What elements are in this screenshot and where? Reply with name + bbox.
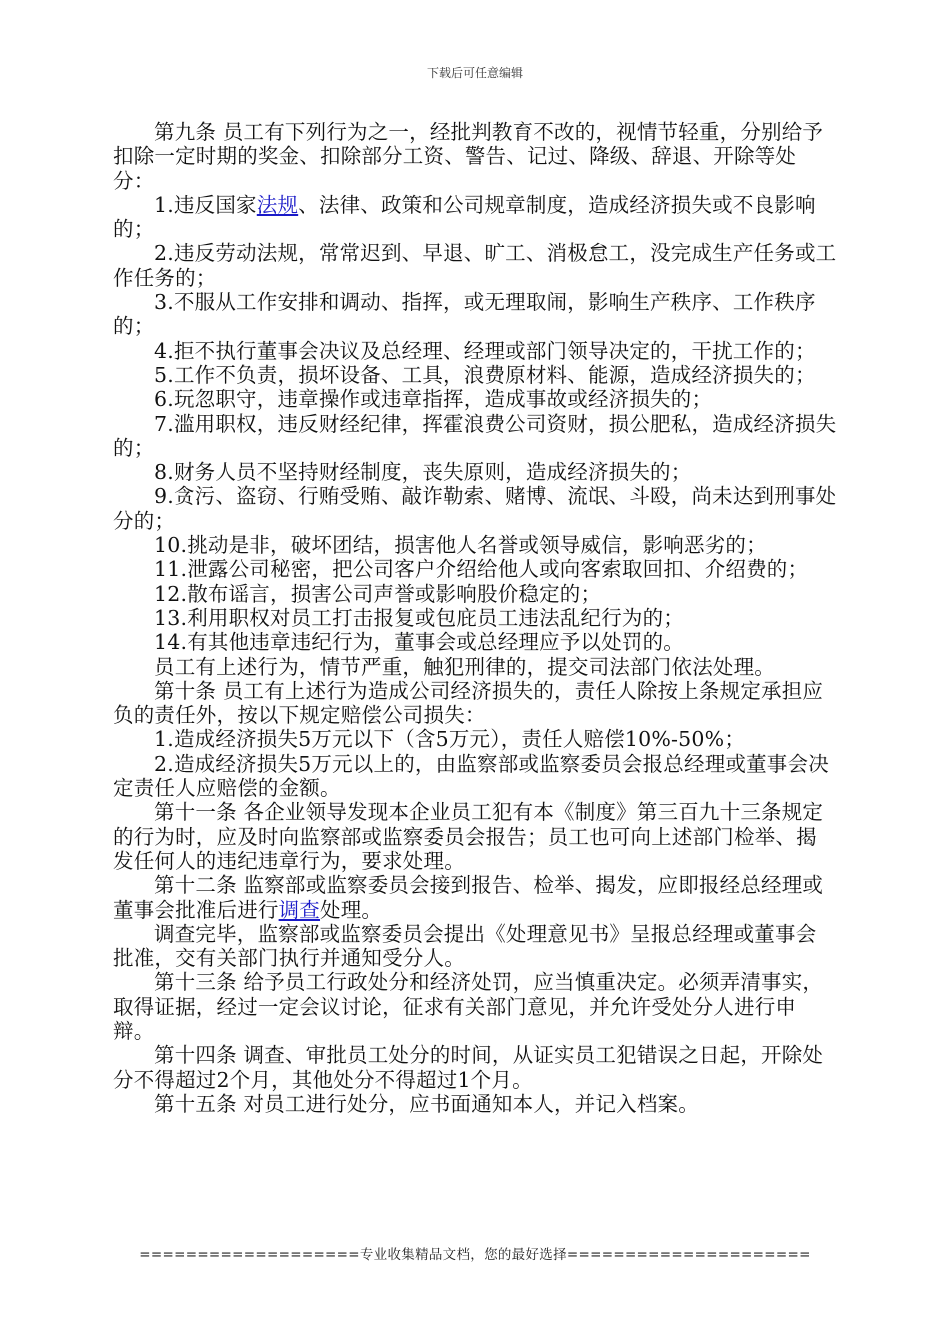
regulations-link[interactable]: 法规 bbox=[256, 192, 299, 217]
article-9-item-13: 13.利用职权对员工打击报复或包庇员工违法乱纪行为的； bbox=[154, 605, 685, 630]
page-header: 下载后可任意编辑 bbox=[426, 66, 523, 80]
article-9-note: 员工有上述行为，情节严重，触犯刑律的，提交司法部门依法处理。 bbox=[154, 654, 775, 679]
article-11: 第十一条 各企业领导发现本企业员工犯有本《制度》第三百九十三条规定的行为时，应及时向监察部或监察委员会报告；员工也可向上述部门检举、揭发任何人的违纪违章行为，要求处理。 bbox=[113, 800, 824, 873]
article-12-followup: 调查完毕，监察部或监察委员会提出《处理意见书》呈报总经理或董事会批准，交有关部门执行并通知受分人。 bbox=[113, 921, 817, 971]
article-9-item-12: 12.散布谣言，损害公司声誉或影响股价稳定的； bbox=[154, 581, 602, 606]
item-text: 1.违反国家 bbox=[154, 192, 257, 217]
investigation-link[interactable]: 调查 bbox=[278, 897, 321, 922]
article-13: 第十三条 给予员工行政处分和经济处罚，应当慎重决定。必须弄清事实，取得证据，经过一定会议讨论，征求有关部门意见，并允许受处分人进行申辩。 bbox=[113, 970, 824, 1043]
article-9-item-4: 4.拒不执行董事会决议及总经理、经理或部门领导决定的，干扰工作的； bbox=[154, 338, 816, 363]
article-9-item-1 bbox=[113, 193, 837, 242]
article-9-item-11: 11.泄露公司秘密，把公司客户介绍给他人或向客索取回扣、介绍费的； bbox=[154, 557, 809, 582]
article-9-item-5: 5.工作不负责，损坏设备、工具，浪费原材料、能源，造成经济损失的； bbox=[154, 362, 816, 387]
article-15: 第十五条 对员工进行处分，应书面通知本人，并记入档案。 bbox=[154, 1091, 699, 1116]
article-text: 第十二条 监察部或监察委员会接到报告、检举、揭发，应即报经总经理或董事会批准后进行 bbox=[113, 873, 824, 922]
article-12 bbox=[113, 873, 837, 922]
article-9-item-14: 14.有其他违章违纪行为，董事会或总经理应予以处罚的。 bbox=[154, 630, 685, 655]
article-9-item-6: 6.玩忽职守，违章操作或违章指挥，造成事故或经济损失的； bbox=[154, 387, 713, 412]
article-9-item-8: 8.财务人员不坚持财经制度，丧失原则，造成经济损失的； bbox=[154, 460, 692, 485]
document-body bbox=[113, 120, 837, 1116]
item-text-tail: 、法律、政策和公司规章制度，造成经济损失或不良影响的； bbox=[113, 192, 816, 242]
article-9-item-7: 7.滥用职权，违反财经纪律，挥霍浪费公司资财，损公肥私，造成经济损失的； bbox=[113, 411, 837, 460]
article-10-item-2: 2.造成经济损失5万元以上的，由监察部或监察委员会报总经理或董事会决定责任人应赔偿的金额。 bbox=[113, 751, 829, 801]
article-10: 第十条 员工有上述行为造成公司经济损失的，责任人除按上条规定承担应负的责任外，按以下规定赔偿公司损失： bbox=[113, 678, 824, 728]
article-9: 第九条 员工有下列行为之一，经批判教育不改的，视情节轻重，分别给予扣除一定时期的奖金、扣除部分工资、警告、记过、降级、辞退、开除等处分： bbox=[113, 120, 824, 193]
article-text-tail: 处理。 bbox=[320, 897, 383, 922]
article-9-item-3: 3.不服从工作安排和调动、指挥，或无理取闹，影响生产秩序、工作秩序的； bbox=[113, 290, 816, 339]
page-footer: ===================专业收集精品文档，您的最好选择===================== bbox=[139, 1247, 811, 1263]
article-9-item-9: 9.贪污、盗窃、行贿受贿、敲诈勒索、赌博、流氓、斗殴，尚未达到刑事处分的； bbox=[113, 484, 837, 533]
article-9-item-10: 10.挑动是非，破坏团结，损害他人名誉或领导威信，影响恶劣的； bbox=[154, 533, 767, 558]
article-14: 第十四条 调查、审批员工处分的时间，从证实员工犯错误之日起，开除处分不得超过2个月，其他处分不得超过1个月。 bbox=[113, 1043, 824, 1092]
article-9-item-2: 2.违反劳动法规，常常迟到、早退、旷工、消极怠工，没完成生产任务或工作任务的； bbox=[113, 241, 837, 290]
article-10-item-1: 1.造成经济损失5万元以下（含5万元），责任人赔偿10%-50%； bbox=[154, 727, 746, 752]
